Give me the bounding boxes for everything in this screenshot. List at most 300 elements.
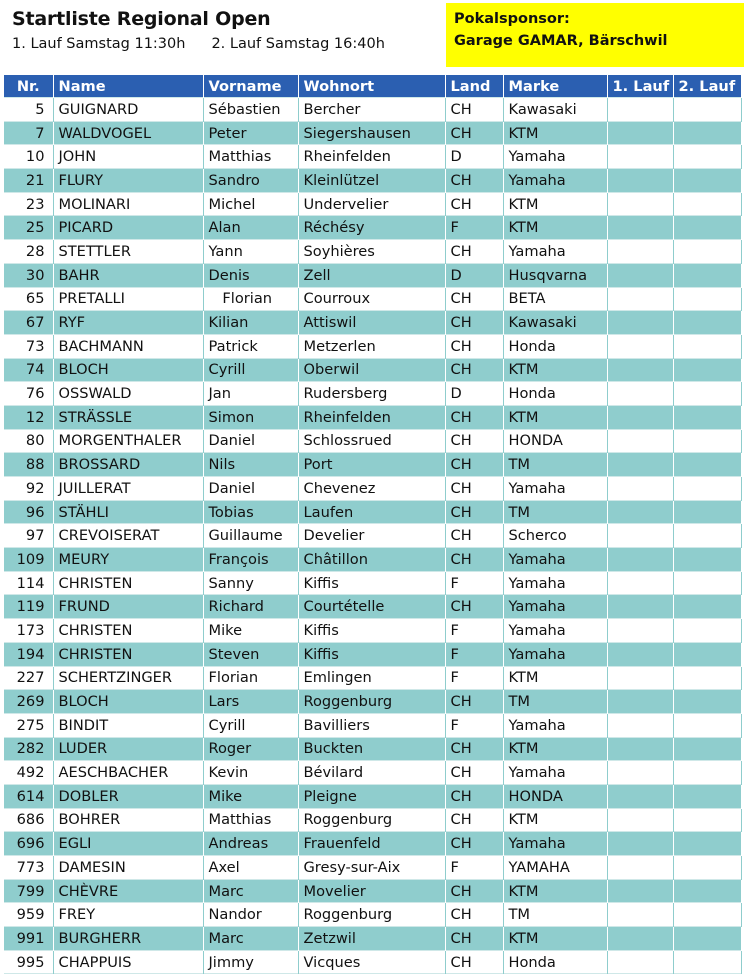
cell-lauf1: [607, 169, 673, 193]
table-row: [4, 240, 741, 264]
column-header-wohnort: Wohnort: [298, 75, 445, 98]
cell-wohnort: Chevenez: [298, 477, 445, 501]
table-row: [4, 879, 741, 903]
column-header-vorname: Vorname: [203, 75, 298, 98]
cell-marke: YAMAHA: [503, 856, 607, 880]
cell-nr: 194: [4, 642, 53, 666]
cell-marke: Yamaha: [503, 713, 607, 737]
sponsor-name: Garage GAMAR, Bärschwil: [454, 33, 668, 49]
cell-vorname: Jimmy: [203, 950, 298, 974]
cell-vorname: Tobias: [203, 500, 298, 524]
cell-wohnort: Roggenburg: [298, 808, 445, 832]
cell-name: BLOCH: [53, 358, 203, 382]
cell-lauf1: [607, 642, 673, 666]
cell-lauf2: [673, 240, 741, 264]
cell-name: CHRISTEN: [53, 571, 203, 595]
cell-land: CH: [445, 927, 503, 951]
cell-lauf1: [607, 548, 673, 572]
table-row: [4, 311, 741, 335]
cell-marke: TM: [503, 453, 607, 477]
cell-nr: 282: [4, 737, 53, 761]
cell-marke: KTM: [503, 192, 607, 216]
cell-lauf2: [673, 311, 741, 335]
cell-vorname: François: [203, 548, 298, 572]
cell-name: BINDIT: [53, 713, 203, 737]
cell-name: BURGHERR: [53, 927, 203, 951]
cell-wohnort: Port: [298, 453, 445, 477]
cell-land: CH: [445, 690, 503, 714]
cell-lauf2: [673, 666, 741, 690]
cell-vorname: Richard: [203, 595, 298, 619]
cell-marke: KTM: [503, 737, 607, 761]
cell-wohnort: Laufen: [298, 500, 445, 524]
cell-wohnort: Vicques: [298, 950, 445, 974]
cell-wohnort: Roggenburg: [298, 690, 445, 714]
cell-marke: Yamaha: [503, 832, 607, 856]
cell-lauf2: [673, 548, 741, 572]
cell-name: FLURY: [53, 169, 203, 193]
cell-nr: 25: [4, 216, 53, 240]
cell-name: CHÈVRE: [53, 879, 203, 903]
cell-name: CHRISTEN: [53, 642, 203, 666]
table-row: [4, 856, 741, 880]
table-row: [4, 382, 741, 406]
cell-vorname: Mike: [203, 619, 298, 643]
cell-marke: KTM: [503, 879, 607, 903]
run1-time: 1. Lauf Samstag 11:30h: [12, 36, 186, 52]
cell-vorname: Sébastien: [203, 98, 298, 122]
cell-lauf1: [607, 405, 673, 429]
table-header-row: [4, 75, 741, 98]
cell-lauf1: [607, 429, 673, 453]
cell-name: DOBLER: [53, 784, 203, 808]
cell-name: BROSSARD: [53, 453, 203, 477]
cell-wohnort: Kleinlützel: [298, 169, 445, 193]
cell-marke: BETA: [503, 287, 607, 311]
cell-nr: 65: [4, 287, 53, 311]
cell-lauf1: [607, 453, 673, 477]
cell-marke: Yamaha: [503, 642, 607, 666]
table-row: [4, 761, 741, 785]
cell-lauf2: [673, 263, 741, 287]
cell-lauf2: [673, 642, 741, 666]
cell-vorname: Daniel: [203, 429, 298, 453]
cell-nr: 614: [4, 784, 53, 808]
cell-lauf2: [673, 500, 741, 524]
cell-name: FREY: [53, 903, 203, 927]
column-header-land: Land: [445, 75, 503, 98]
cell-lauf2: [673, 216, 741, 240]
cell-lauf1: [607, 595, 673, 619]
cell-wohnort: Rheinfelden: [298, 405, 445, 429]
cell-lauf2: [673, 784, 741, 808]
cell-lauf1: [607, 950, 673, 974]
cell-lauf2: [673, 595, 741, 619]
cell-wohnort: Courroux: [298, 287, 445, 311]
cell-land: CH: [445, 240, 503, 264]
cell-lauf1: [607, 690, 673, 714]
cell-vorname: Simon: [203, 405, 298, 429]
cell-marke: Kawasaki: [503, 311, 607, 335]
cell-wohnort: Metzerlen: [298, 334, 445, 358]
cell-lauf2: [673, 903, 741, 927]
cell-marke: KTM: [503, 121, 607, 145]
cell-nr: 492: [4, 761, 53, 785]
cell-wohnort: Frauenfeld: [298, 832, 445, 856]
cell-lauf2: [673, 192, 741, 216]
cell-lauf2: [673, 737, 741, 761]
cell-land: CH: [445, 548, 503, 572]
cell-nr: 5: [4, 98, 53, 122]
cell-lauf2: [673, 832, 741, 856]
cell-land: D: [445, 263, 503, 287]
cell-vorname: Jan: [203, 382, 298, 406]
cell-lauf1: [607, 382, 673, 406]
cell-marke: Yamaha: [503, 619, 607, 643]
cell-land: CH: [445, 429, 503, 453]
cell-wohnort: Movelier: [298, 879, 445, 903]
cell-nr: 23: [4, 192, 53, 216]
cell-lauf1: [607, 856, 673, 880]
cell-name: STETTLER: [53, 240, 203, 264]
cell-vorname: Nils: [203, 453, 298, 477]
cell-nr: 12: [4, 405, 53, 429]
cell-nr: 80: [4, 429, 53, 453]
cell-marke: KTM: [503, 405, 607, 429]
cell-nr: 173: [4, 619, 53, 643]
cell-name: CHRISTEN: [53, 619, 203, 643]
cell-nr: 991: [4, 927, 53, 951]
cell-nr: 227: [4, 666, 53, 690]
cell-marke: KTM: [503, 927, 607, 951]
cell-wohnort: Zell: [298, 263, 445, 287]
cell-wohnort: Rudersberg: [298, 382, 445, 406]
cell-land: D: [445, 382, 503, 406]
cell-name: BOHRER: [53, 808, 203, 832]
cell-vorname: Nandor: [203, 903, 298, 927]
cell-lauf1: [607, 832, 673, 856]
cell-wohnort: Attiswil: [298, 311, 445, 335]
cell-land: F: [445, 642, 503, 666]
cell-lauf2: [673, 145, 741, 169]
table-row: [4, 216, 741, 240]
cell-vorname: Cyrill: [203, 713, 298, 737]
table-row: [4, 784, 741, 808]
run-schedule: [12, 36, 385, 52]
cell-lauf2: [673, 927, 741, 951]
cell-land: F: [445, 216, 503, 240]
cell-nr: 275: [4, 713, 53, 737]
cell-lauf2: [673, 98, 741, 122]
cell-wohnort: Emlingen: [298, 666, 445, 690]
cell-name: MOLINARI: [53, 192, 203, 216]
cell-lauf2: [673, 571, 741, 595]
cell-marke: Yamaha: [503, 477, 607, 501]
cell-wohnort: Kiffis: [298, 642, 445, 666]
table-row: [4, 595, 741, 619]
cell-land: CH: [445, 500, 503, 524]
cell-nr: 97: [4, 524, 53, 548]
cell-wohnort: Buckten: [298, 737, 445, 761]
table-row: [4, 429, 741, 453]
cell-land: CH: [445, 311, 503, 335]
table-row: [4, 808, 741, 832]
cell-vorname: Cyrill: [203, 358, 298, 382]
cell-lauf2: [673, 808, 741, 832]
cell-marke: KTM: [503, 358, 607, 382]
cell-wohnort: Schlossrued: [298, 429, 445, 453]
cell-nr: 114: [4, 571, 53, 595]
cell-lauf2: [673, 524, 741, 548]
table-row: [4, 548, 741, 572]
table-row: [4, 619, 741, 643]
cell-marke: Yamaha: [503, 548, 607, 572]
cell-vorname: Lars: [203, 690, 298, 714]
cell-name: LUDER: [53, 737, 203, 761]
cell-name: STÄHLI: [53, 500, 203, 524]
column-header-lauf2: 2. Lauf: [673, 75, 741, 98]
cell-name: JUILLERAT: [53, 477, 203, 501]
cell-marke: Yamaha: [503, 571, 607, 595]
cell-land: CH: [445, 453, 503, 477]
cell-nr: 109: [4, 548, 53, 572]
cell-name: JOHN: [53, 145, 203, 169]
cell-vorname: Andreas: [203, 832, 298, 856]
cell-vorname: Matthias: [203, 145, 298, 169]
cell-land: CH: [445, 832, 503, 856]
cell-vorname: Marc: [203, 927, 298, 951]
cell-lauf2: [673, 619, 741, 643]
cell-lauf2: [673, 429, 741, 453]
cell-lauf2: [673, 169, 741, 193]
cell-lauf2: [673, 879, 741, 903]
cell-lauf1: [607, 240, 673, 264]
cell-land: CH: [445, 524, 503, 548]
cell-marke: Scherco: [503, 524, 607, 548]
cell-vorname: Matthias: [203, 808, 298, 832]
table-row: [4, 571, 741, 595]
cell-nr: 119: [4, 595, 53, 619]
cell-marke: KTM: [503, 216, 607, 240]
cell-land: CH: [445, 903, 503, 927]
cell-vorname: Axel: [203, 856, 298, 880]
cell-land: CH: [445, 784, 503, 808]
cell-land: CH: [445, 405, 503, 429]
cell-lauf1: [607, 477, 673, 501]
cell-wohnort: Bercher: [298, 98, 445, 122]
cell-nr: 96: [4, 500, 53, 524]
cell-name: MEURY: [53, 548, 203, 572]
cell-name: CREVOISERAT: [53, 524, 203, 548]
column-header-nr: Nr.: [4, 75, 53, 98]
cell-lauf1: [607, 358, 673, 382]
cell-nr: 7: [4, 121, 53, 145]
table-row: [4, 263, 741, 287]
cell-lauf1: [607, 334, 673, 358]
cell-nr: 773: [4, 856, 53, 880]
cell-wohnort: Pleigne: [298, 784, 445, 808]
cell-lauf2: [673, 713, 741, 737]
cell-lauf2: [673, 121, 741, 145]
cell-vorname: Steven: [203, 642, 298, 666]
cell-wohnort: Roggenburg: [298, 903, 445, 927]
cell-land: F: [445, 571, 503, 595]
cell-wohnort: Bavilliers: [298, 713, 445, 737]
cell-vorname: Alan: [203, 216, 298, 240]
cell-lauf2: [673, 382, 741, 406]
table-row: [4, 169, 741, 193]
cell-lauf2: [673, 690, 741, 714]
cell-nr: 799: [4, 879, 53, 903]
cell-marke: Husqvarna: [503, 263, 607, 287]
cell-land: CH: [445, 121, 503, 145]
cell-lauf2: [673, 358, 741, 382]
cell-lauf1: [607, 311, 673, 335]
table-row: [4, 287, 741, 311]
cell-lauf1: [607, 500, 673, 524]
table-row: [4, 121, 741, 145]
cell-marke: HONDA: [503, 784, 607, 808]
cell-vorname: Sanny: [203, 571, 298, 595]
cell-vorname: Daniel: [203, 477, 298, 501]
cell-marke: Yamaha: [503, 145, 607, 169]
cell-nr: 269: [4, 690, 53, 714]
cell-land: CH: [445, 169, 503, 193]
cell-nr: 28: [4, 240, 53, 264]
cell-name: MORGENTHALER: [53, 429, 203, 453]
cell-land: F: [445, 619, 503, 643]
cell-nr: 74: [4, 358, 53, 382]
cell-name: BLOCH: [53, 690, 203, 714]
cell-marke: KTM: [503, 666, 607, 690]
run2-time: 2. Lauf Samstag 16:40h: [211, 36, 385, 52]
cell-lauf1: [607, 121, 673, 145]
table-row: [4, 524, 741, 548]
cell-lauf1: [607, 216, 673, 240]
cell-marke: Yamaha: [503, 761, 607, 785]
cell-lauf1: [607, 903, 673, 927]
cell-lauf2: [673, 950, 741, 974]
cell-vorname: Sandro: [203, 169, 298, 193]
table-row: [4, 192, 741, 216]
cell-vorname: Kevin: [203, 761, 298, 785]
cell-lauf1: [607, 927, 673, 951]
cell-name: GUIGNARD: [53, 98, 203, 122]
cell-marke: Kawasaki: [503, 98, 607, 122]
column-header-name: Name: [53, 75, 203, 98]
cell-vorname: Roger: [203, 737, 298, 761]
cell-lauf2: [673, 761, 741, 785]
cell-lauf1: [607, 666, 673, 690]
cell-land: CH: [445, 477, 503, 501]
cell-lauf2: [673, 287, 741, 311]
cell-nr: 73: [4, 334, 53, 358]
cell-lauf1: [607, 713, 673, 737]
cell-name: PRETALLI: [53, 287, 203, 311]
cell-name: AESCHBACHER: [53, 761, 203, 785]
cell-name: OSSWALD: [53, 382, 203, 406]
cell-wohnort: Châtillon: [298, 548, 445, 572]
table-row: [4, 405, 741, 429]
table-row: [4, 477, 741, 501]
cell-lauf2: [673, 405, 741, 429]
cell-wohnort: Zetzwil: [298, 927, 445, 951]
cell-land: CH: [445, 358, 503, 382]
cell-wohnort: Gresy-sur-Aix: [298, 856, 445, 880]
table-row: [4, 690, 741, 714]
cell-vorname: Patrick: [203, 334, 298, 358]
cell-land: F: [445, 666, 503, 690]
cell-lauf1: [607, 808, 673, 832]
cell-land: CH: [445, 287, 503, 311]
cell-name: STRÄSSLE: [53, 405, 203, 429]
cell-land: CH: [445, 879, 503, 903]
table-row: [4, 453, 741, 477]
cell-marke: TM: [503, 690, 607, 714]
cell-vorname: Michel: [203, 192, 298, 216]
cell-nr: 88: [4, 453, 53, 477]
cell-vorname: Denis: [203, 263, 298, 287]
cell-nr: 67: [4, 311, 53, 335]
cell-lauf1: [607, 192, 673, 216]
cell-lauf1: [607, 761, 673, 785]
cell-marke: TM: [503, 500, 607, 524]
cell-lauf1: [607, 571, 673, 595]
cell-land: CH: [445, 334, 503, 358]
table-row: [4, 358, 741, 382]
cell-wohnort: Réchésy: [298, 216, 445, 240]
cell-nr: 696: [4, 832, 53, 856]
cell-land: CH: [445, 98, 503, 122]
table-row: [4, 334, 741, 358]
cell-vorname: Marc: [203, 879, 298, 903]
cell-land: CH: [445, 808, 503, 832]
cell-vorname: Kilian: [203, 311, 298, 335]
cell-wohnort: Undervelier: [298, 192, 445, 216]
cell-vorname: Yann: [203, 240, 298, 264]
sponsor-box: [446, 3, 744, 67]
table-row: [4, 927, 741, 951]
table-row: [4, 737, 741, 761]
cell-nr: 959: [4, 903, 53, 927]
cell-wohnort: Oberwil: [298, 358, 445, 382]
table-row: [4, 666, 741, 690]
cell-wohnort: Siegershausen: [298, 121, 445, 145]
cell-lauf1: [607, 619, 673, 643]
cell-marke: Honda: [503, 382, 607, 406]
cell-marke: TM: [503, 903, 607, 927]
cell-wohnort: Soyhières: [298, 240, 445, 264]
cell-marke: HONDA: [503, 429, 607, 453]
cell-wohnort: Kiffis: [298, 571, 445, 595]
cell-vorname: Guillaume: [203, 524, 298, 548]
cell-lauf2: [673, 856, 741, 880]
table-row: [4, 98, 741, 122]
cell-name: RYF: [53, 311, 203, 335]
cell-land: CH: [445, 595, 503, 619]
cell-lauf1: [607, 737, 673, 761]
cell-name: PICARD: [53, 216, 203, 240]
cell-marke: KTM: [503, 808, 607, 832]
table-row: [4, 145, 741, 169]
cell-nr: 76: [4, 382, 53, 406]
cell-name: BAHR: [53, 263, 203, 287]
cell-wohnort: Courtételle: [298, 595, 445, 619]
cell-marke: Yamaha: [503, 240, 607, 264]
cell-land: F: [445, 856, 503, 880]
cell-name: SCHERTZINGER: [53, 666, 203, 690]
cell-nr: 21: [4, 169, 53, 193]
